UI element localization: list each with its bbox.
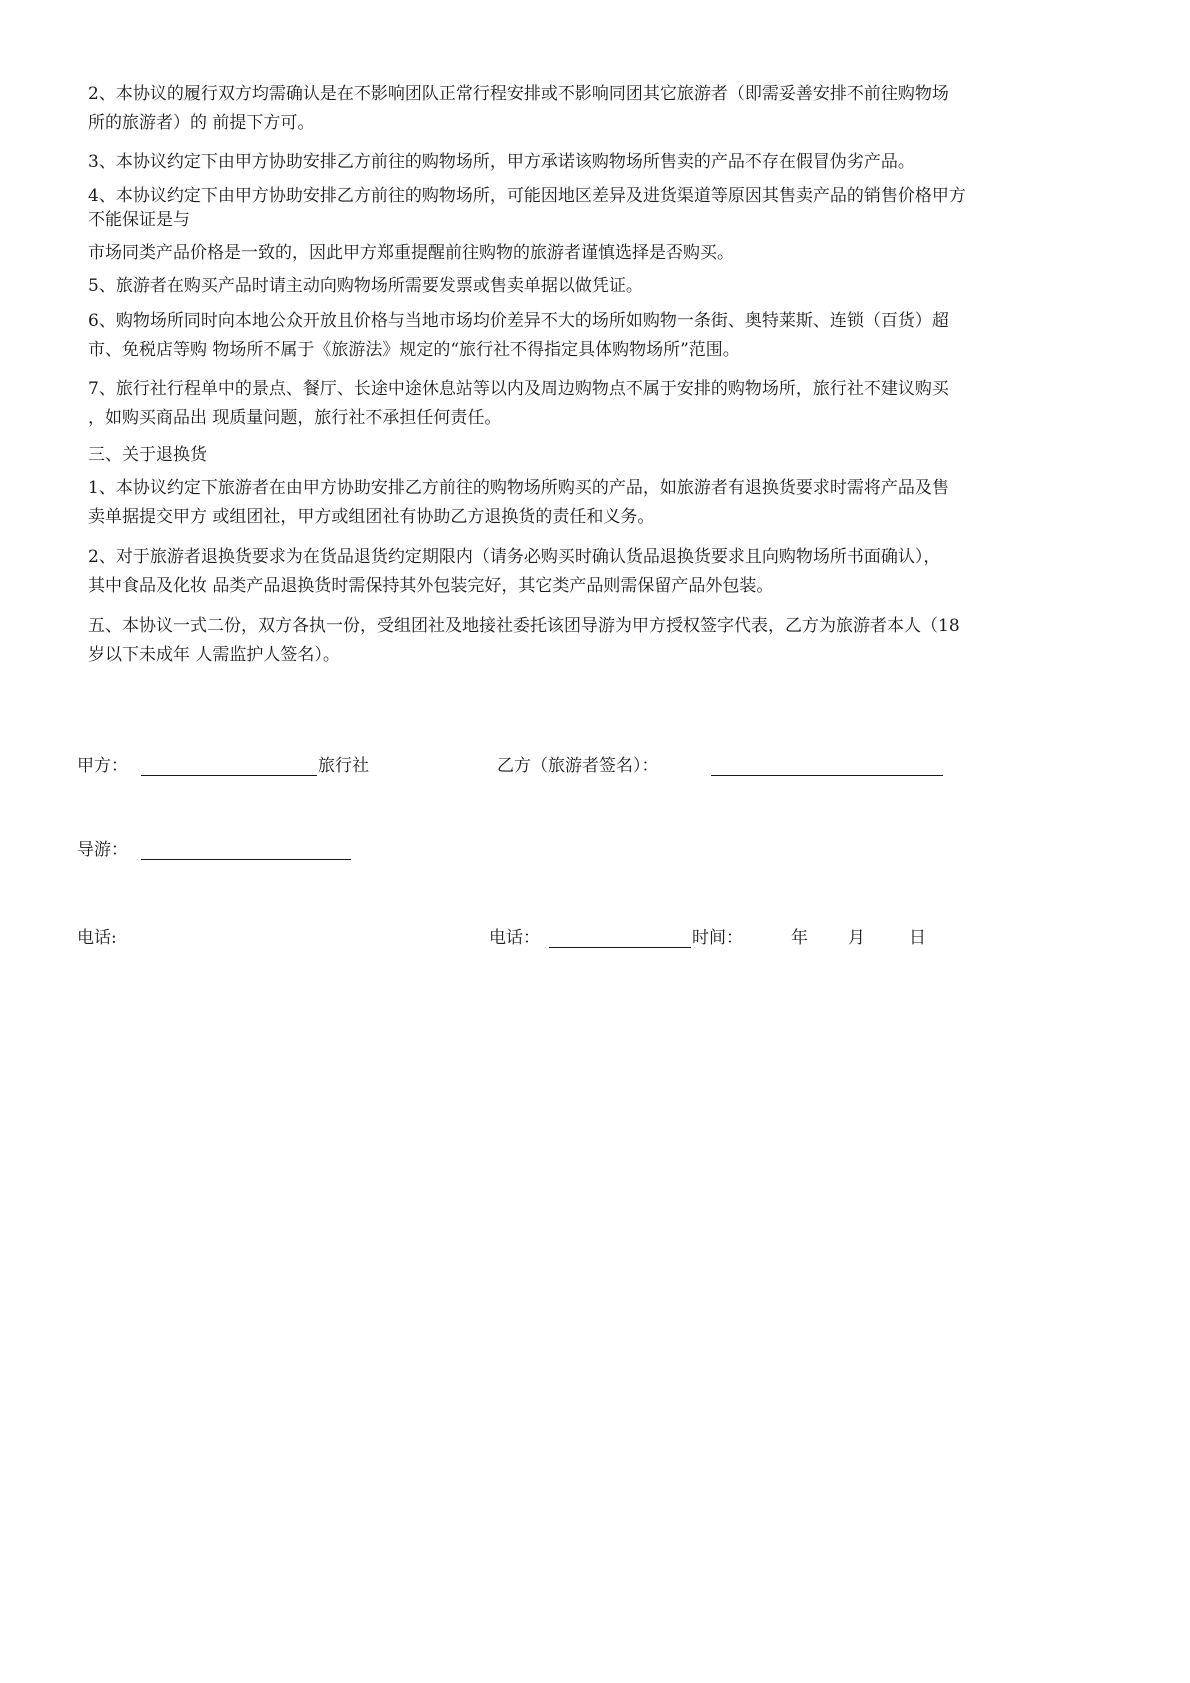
clause-7-line-1: 7、旅行社行程单中的景点、餐厅、长途中途休息站等以内及周边购物点不属于安排的购物场所，旅行社不建议购买 bbox=[88, 379, 949, 399]
clause-4 bbox=[88, 184, 1118, 265]
clause-4-line-3: 市场同类产品价格是一致的，因此甲方郑重提醒前往购物的旅游者谨慎选择是否购买。 bbox=[88, 243, 734, 263]
party-a-suffix: 旅行社 bbox=[318, 756, 369, 776]
section-3-heading-text: 三、关于退换货 bbox=[88, 445, 207, 465]
clause-5 bbox=[88, 272, 1118, 301]
party-a-name-field[interactable] bbox=[141, 775, 317, 776]
clause-2 bbox=[88, 80, 1118, 138]
clause-4-line-2: 不能保证是与 bbox=[88, 210, 190, 230]
month-label: 月 bbox=[848, 928, 865, 948]
day-label: 日 bbox=[909, 928, 926, 948]
clause-7-line-2: ，如购买商品出 现质量问题，旅行社不承担任何责任。 bbox=[88, 408, 502, 428]
section-5-line-1: 五、本协议一式二份，双方各执一份，受组团社及地接社委托该团导游为甲方授权签字代表，乙方为旅游者本人（18 bbox=[88, 616, 960, 636]
clause-5-line-1: 5、旅游者在购买产品时请主动向购物场所需要发票或售卖单据以做凭证。 bbox=[88, 276, 643, 296]
return-clause-1 bbox=[88, 474, 1118, 532]
return-clause-2-line-2: 其中食品及化妆 品类产品退换货时需保持其外包装完好，其它类产品则需保留产品外包装。 bbox=[88, 576, 774, 596]
clause-3-line-1: 3、本协议约定下由甲方协助安排乙方前往的购物场所，甲方承诺该购物场所售卖的产品不存在假冒伪劣产品。 bbox=[88, 152, 915, 172]
clause-2-line-1: 2、本协议的履行双方均需确认是在不影响团队正常行程安排或不影响同团其它旅游者（即需妥善安排不前往购物场 bbox=[88, 84, 949, 104]
time-label: 时间： bbox=[692, 928, 743, 948]
return-clause-1-line-1: 1、本协议约定下旅游者在由甲方协助安排乙方前往的购物场所购买的产品，如旅游者有退换货要求时需将产品及售 bbox=[88, 478, 949, 498]
party-a-label: 甲方： bbox=[77, 756, 128, 776]
party-a-phone-label: 电话: bbox=[77, 928, 117, 948]
guide-label: 导游： bbox=[77, 840, 128, 860]
return-clause-2 bbox=[88, 543, 1118, 601]
clause-6-line-1: 6、购物场所同时向本地公众开放且价格与当地市场均价差异不大的场所如购物一条街、奥特莱斯、连锁（百货）超 bbox=[88, 311, 949, 331]
guide-name-field[interactable] bbox=[141, 859, 351, 860]
section-3-heading bbox=[88, 441, 1118, 470]
year-label: 年 bbox=[791, 928, 808, 948]
clause-3 bbox=[88, 148, 1118, 177]
return-clause-2-line-1: 2、对于旅游者退换货要求为在货品退货约定期限内（请务必购买时确认货品退换货要求且向购物场所书面确认）， bbox=[88, 547, 941, 567]
clause-4-line-1: 4、本协议约定下由甲方协助安排乙方前往的购物场所，可能因地区差异及进货渠道等原因其售卖产品的销售价格甲方 bbox=[88, 186, 966, 206]
section-5-line-2: 岁以下未成年 人需监护人签名）。 bbox=[88, 645, 340, 665]
return-clause-1-line-2: 卖单据提交甲方 或组团社，甲方或组团社有协助乙方退换货的责任和义务。 bbox=[88, 507, 655, 527]
party-b-phone-label: 电话： bbox=[489, 928, 540, 948]
party-b-label: 乙方（旅游者签名）： bbox=[497, 756, 659, 776]
clause-2-line-2: 所的旅游者）的 前提下方可。 bbox=[88, 113, 315, 133]
clause-7 bbox=[88, 375, 1118, 433]
clause-6-line-2: 市、免税店等购 物场所不属于《旅游法》规定的“旅行社不得指定具体购物场所”范围。 bbox=[88, 340, 740, 360]
section-5 bbox=[88, 612, 1118, 670]
party-b-phone-field[interactable] bbox=[549, 947, 691, 948]
party-b-signature-field[interactable] bbox=[711, 775, 943, 776]
clause-6 bbox=[88, 307, 1118, 365]
